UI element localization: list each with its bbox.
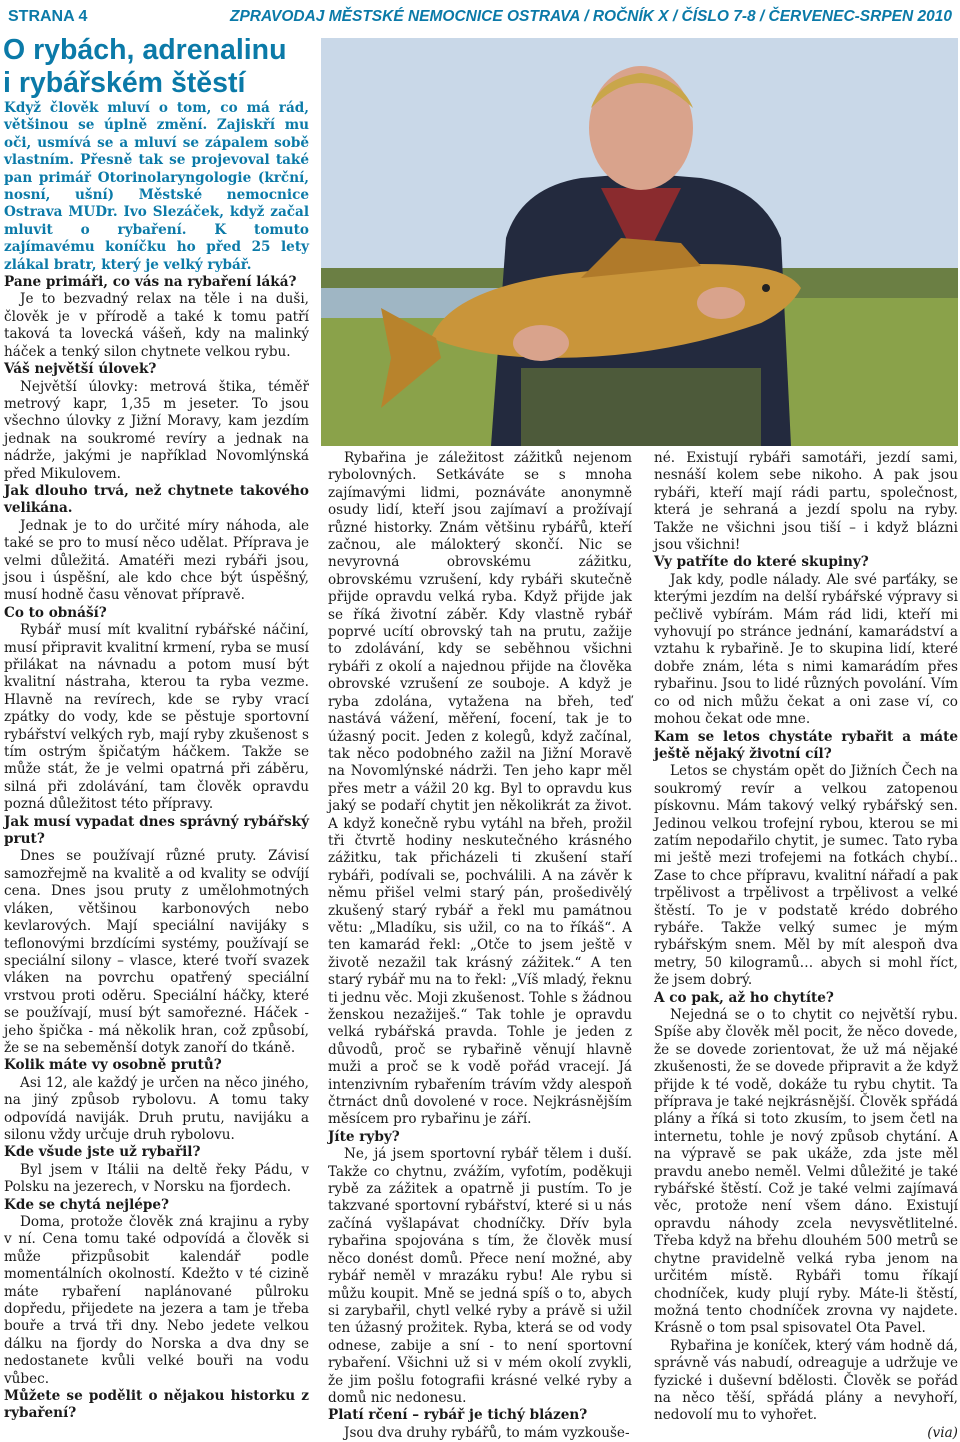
article-paragraph: Jsou dva druhy rybářů, to mám vyzkouše- xyxy=(344,1424,630,1441)
article-paragraph: Jednak je to do určité míry náhoda, ale také se pro to musí něco udělat. Příprava je velmi důležitá. Amatéři mezi rybáři jsou, jsou i úspěšní, ale kdo chce být úspěšný, musí hodně času věnovat přípravě. xyxy=(4,517,309,604)
article-title xyxy=(3,34,323,100)
interview-question: Kde se chytá nejlépe? xyxy=(4,1196,169,1213)
interview-question: Váš největší úlovek? xyxy=(4,361,157,378)
photo-face xyxy=(589,66,693,190)
author-signature: (via) xyxy=(927,1424,958,1441)
article-lead: Když člověk mluví o tom, co má rád, většinou se úplně změní. Zajiskří mu oči, usmívá se a mluví se zápalem sobě vlastním. Přesně tak se projevoval také pan primář Otorinolaryngologie (krční, nosní, ušní) Městské nemocnice Ostrava MUDr. Ivo Slezáček, když začal mluvit o rybaření. K tomuto zajímavému koníčku ho před 25 lety zlákal bratr, který je velký rybář. xyxy=(4,100,309,273)
page-number: STRANA 4 xyxy=(8,8,88,25)
interview-question: Kolik máte vy osobně prutů? xyxy=(4,1057,222,1074)
article-paragraph: Rybář musí mít kvalitní rybářské náčiní, musí připravit kvalitní krmení, ryba se musí přilákat na návnadu a potom musí být kvalitní nástraha, kterou ta ryba vezme. Hlavně na revírech, kde se ryby vrací zpátky do vody, kde se pěstuje sportovní rybářství velkých ryb, mají ryby zkušenost s tím ostrým špičatým háčkem. Takže se může stát, že je velmi opatrná při záběru, silná při zdolávání, tam člověk opravdu pozná důležitost této přípravy. xyxy=(4,622,309,813)
interview-question: Jíte ryby? xyxy=(328,1128,400,1145)
masthead: ZPRAVODAJ MĚSTSKÉ NEMOCNICE OSTRAVA / ROČNÍK X / ČÍSLO 7-8 / ČERVENEC-SRPEN 2010 xyxy=(229,8,952,25)
article-paragraph: Byl jsem v Itálii na deltě řeky Pádu, v Polsku na jezerech, v Norsku na fjordech. xyxy=(4,1161,309,1196)
interview-question: Můžete se podělit o nějakou historku z rybaření? xyxy=(4,1388,309,1422)
photo-trousers xyxy=(521,368,761,446)
article-paragraph: Letos se chystám opět do Jižních Čech na soukromý revír a velkou zatopenou pískovnu. Mám takový velký rybářský sen. Jedinou velkou trofejní rybou, kterou se mi zatím nepodařilo chytit, je sumec. Tato ryba mi ještě mezi trofejemi na fotkách chybí.. Zase to chce přípravu, kvalitní nářadí a pak trpělivost a trpělivost a trpělivost a velké štěstí. To je v podstatě krédo dobrého rybáře. Takže velký sumec je mým rybářským snem. Měl by mít alespoň dva metry, 50 kilogramů… abych si mohl říct, že jsem dobrý. xyxy=(654,763,958,989)
title-line-1: O rybách, adrenalinu xyxy=(3,34,287,66)
photo-hand-left xyxy=(513,325,569,361)
article-paragraph: Ne, já jsem sportovní rybář tělem i duší. Takže co chytnu, zvážím, vyfotím, poděkuji rybě za zážitek a opatrně ji pustím. To je takzvané sportovní rybářství, které si u nás začíná vyšlapávat chodníčky. Dřív byla rybařina spojována s tím, že člověk musí něco donést domů. Přece není možné, aby rybář neměl v mrazáku rybu! Ale rybu si můžu koupit. Mně se jedná spíš o to, abych si zarybařil, chytl velké ryby a právě si užil ten úžasný prožitek. Ryba, která se od vody odnese, zabije a sní - to není sportovní rybaření. Všichni už si v mém okolí zvykli, že jim pošlu fotografii krásné velké ryby a domů nic nedonesu. xyxy=(328,1146,632,1406)
column-2 xyxy=(328,450,632,1441)
photo-carp-eye xyxy=(762,284,770,292)
article-paragraph: né. Existují rybáři samotáři, jezdí sami, nesnáší kolem sebe nikoho. A pak jsou rybáři, kteří mají rádi partu, společnost, která je sehraná a jezdí spolu na ryby. Takže ne všichni jsou tiší – i když blázni jsou všichni! xyxy=(654,450,958,554)
interview-question: Jak dlouho trvá, než chytnete takového velikána. xyxy=(4,482,309,517)
title-line-2: i rybářském štěstí xyxy=(3,67,246,99)
photo-hand-right xyxy=(697,287,745,319)
interview-question: Kam se letos chystáte rybařit a máte ještě nějaký životní cíl? xyxy=(654,728,958,762)
article-paragraph: Nejedná se o to chytit co největší rybu. Spíše aby člověk měl pocit, že něco dovede, že se dovede zorientovat, že už má nějaké zkušenosti, že se dovede připravit a že když přijde k té vodě, dokáže tu rybu chytit. Ta příprava je také nejkrásnější. Člověk spřádá plány a říká si toto zkusím, to jsem četl na internetu, tohle je nový způsob chytání. A na výpravě se pak ukáže, zda jste měl pravdu anebo neměl. Velmi důležité je také rybářské štěstí. Což je také velmi zajímavá věc, protože není všem dáno. Existují opravdu náhody zcela nevysvětlitelné. Třeba když na břehu dlouhém 500 metrů se chytne pravidelně velká ryba jenom na určitém místě. Rybáři tomu říkají chodníček, kudy plují ryby. Máte-li štěstí, možná tento chodníček zrovna vy najdete. Krásně o tom psal spisovatel Ota Pavel. xyxy=(654,1007,958,1337)
page-header xyxy=(0,0,960,34)
column-1 xyxy=(4,100,309,1422)
interview-question: Jak musí vypadat dnes správný rybářský prut? xyxy=(4,813,309,848)
interview-question: Pane primáři, co vás na rybaření láká? xyxy=(4,274,297,291)
interview-question: Co to obnáší? xyxy=(4,604,107,621)
fisherman-carp-photo xyxy=(321,38,958,446)
interview-question: Platí rčení – rybář je tichý blázen? xyxy=(328,1407,588,1424)
article-paragraph: Největší úlovky: metrová štika, téměř metrový kapr, 1,35 m jeseter. To jsou všechno úlovky z Jižní Moravy, kam jezdím jednak na soukromé revíry a jednak na nádrže, jakými je například Novomlýnská před Mikulovem. xyxy=(4,378,309,482)
interview-question: Kde všude jste už rybařil? xyxy=(4,1144,201,1161)
article-paragraph: Doma, protože člověk zná krajinu a ryby v ní. Cena tomu také odpovídá a člověk si může přizpůsobit kalendář podle momentálních okolností. Kdežto v té cizině máte rybaření naplánované půlroku dopředu, přijedete na jezera a tam je třeba bouře a trvá tři dny. Nebo jedete velkou dálku na fjordy do Norska a dva dny se nedostanete kvůli velké bouři na vodu vůbec. xyxy=(4,1214,309,1387)
interview-question: A co pak, až ho chytíte? xyxy=(654,989,834,1006)
article-paragraph: Je to bezvadný relax na těle i na duši, člověk je v přírodě a také k tomu patří taková ta lovecká vášeň, kdy na malinký háček a tenký silon chytnete velkou rybu. xyxy=(4,291,309,360)
article-paragraph: Rybařina je koníček, který vám hodně dá, správně vás nabudí, odreaguje a udržuje ve fyzické i duševní bdělosti. Člověk se pořád na něco těší, spřádá plány a nevyhoří, nedovolí mu to vyhořet. xyxy=(654,1337,958,1424)
column-3 xyxy=(654,450,958,1441)
article-paragraph: Rybařina je záležitost zážitků nejenom rybolovných. Setkáváte se s mnoha zajímavými lidmi, poznáváte anonymně osudy lidí, kteří jsou zajímaví a prožívají různé historky. Znám většinu rybářů, kteří začnou, ale málokterý skončí. Nic se nevyrovná obrovskému zážitku, obrovskému vzrušení, kdy rybáři skutečně přijde opravdu velká ryba. Když přijde jak se říká životní záběr. Kdy vlastně rybář poprvé ucítí obrovský tah na prutu, zažije to zdolávání, kdy se seběhnou všichni rybáři z okolí a najednou přijde na člověka obrovské vzrušení ze souboje. A když je ryba zdolána, vytažena na břeh, teď nastává vážení, měření, focení, tak je to úžasný pocit. Jeden z kolegů, když začínal, tak něco podobného zažil na Jižní Moravě na Novomlýnské nádrži. Ten jeho kapr měl přes metr a vážil 20 kg. Byl to opravdu kus jaký se podaří chytit jen několikrát za život. A když konečně rybu vytáhl na břeh, prožil tři čtvrtě hodiny neskutečného krásného zážitku, tak přicházeli ti zkušení staří rybáři, podívali se, pochválili. A na závěr k němu přišel velmi starý pán, prošedivělý zkušený starý rybář a řekl mu památnou větu: „Mladíku, sis užil, co na to říkáš“. A ten kamarád řekl: „Otče to jsem ještě v životě nezažil tak krásný zážitek.“ A ten starý rybář mu na to řekl: „Víš mladý, řeknu ti jednu věc. Moji zkušenost. Tohle s žádnou ženskou nezažiješ.“ Tak tohle je opravdu velká rybářská pravda. Tohle je jeden z důvodů, proč se rybařině věnují hlavně muži a proč se k vodě pořád vracejí. Já intenzivním rybařením trávím vždy alespoň čtrnáct dnů dovolené v roce. Nejkrásnějším měsícem pro rybařinu je září. xyxy=(328,450,632,1128)
photo-illustration xyxy=(321,38,958,446)
article-paragraph: Dnes se používají různé pruty. Závisí samozřejmě na kvalitě a od kvality se odvíjí cena. Dnes jsou pruty z umělohmotných vláken, většinou karbonových nebo kevlarových. Mají speciální navijáky s teflonovými brzdícími systémy, používají se speciální silony – vlasce, které tvoří svazek vláken na povrchu opatřený speciální vrstvou proti oděru. Speciální háčky, které se používají, musí být samořezné. Háček - jeho špička - má několik hran, což způsobí, že se na sebeměnší dotyk zanoří do tkáně. xyxy=(4,848,309,1056)
article-paragraph: Jak kdy, podle nálady. Ale své parťáky, se kterými jezdím na delší rybářské výpravy si pečlivě vybírám. Mám rád lidi, kteří mi vyhovují po stránce jednání, kamarádství a vztahu k rybařině. Je to skupina lidí, které dobře znám, léta s nimi kamarádím přes rybařinu. Jsou to lidé různých povolání. Vím co od nich můžu čekat a oni zase ví, co mohou čekat ode mne. xyxy=(654,571,958,728)
article-paragraph: Asi 12, ale každý je určen na něco jiného, na jiný způsob rybolovu. A tomu taky odpovídá naviják. Druh prutu, navijáku a silonu vždy určuje druh rybolovu. xyxy=(4,1074,309,1143)
interview-question: Vy patříte do které skupiny? xyxy=(654,554,869,571)
